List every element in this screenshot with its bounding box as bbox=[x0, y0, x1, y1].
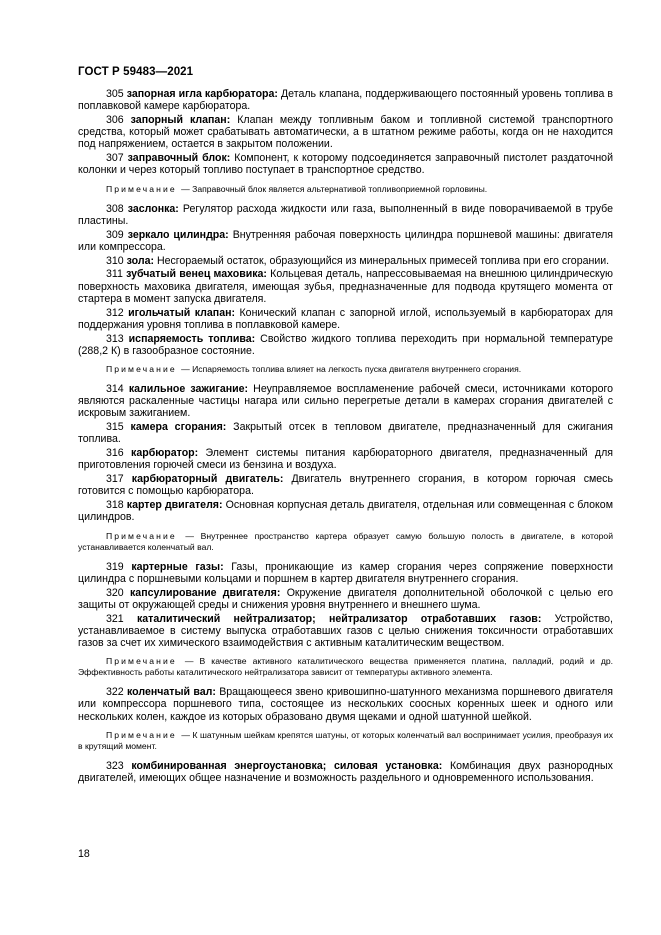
entry-number: 306 bbox=[106, 114, 124, 126]
note-label: Примечание bbox=[106, 729, 177, 740]
entry-definition: Окружение двигателя дополнительной оболочкой с целью его защиты от окружающей среды и снижения уровня внутреннего и внешнего шума. bbox=[78, 586, 613, 611]
entry-term: испаряемость топлива: bbox=[128, 332, 256, 345]
term-entry bbox=[78, 88, 613, 112]
entry-term: комбинированная энергоустановка; силовая установка: bbox=[131, 759, 443, 772]
term-entry bbox=[78, 473, 613, 497]
entry-number: 313 bbox=[106, 332, 124, 345]
entry-definition: Элемент системы питания карбюраторного двигателя, предназначенный для приготовления горючей смеси из бензина и воздуха. bbox=[78, 447, 613, 472]
entry-term: зубчатый венец маховика: bbox=[126, 268, 267, 281]
term-entry bbox=[78, 587, 613, 611]
entry-number: 317 bbox=[106, 473, 124, 486]
document-body bbox=[78, 88, 613, 786]
entry-term: каталитический нейтрализатор; нейтрализатор отработавших газов: bbox=[136, 612, 542, 625]
entry-definition: Газы, проникающие из камер сгорания через сопряжение поверхности цилиндра с поршневыми кольцами и поршнем в картер двигателя внутреннего сгорания. bbox=[78, 560, 614, 585]
entry-number: 309 bbox=[106, 228, 124, 241]
entry-definition: Несгораемый остаток, образующийся из минеральных примесей топлива при его сгорании. bbox=[156, 254, 610, 267]
entry-definition: Устройство, устанавливаемое в систему выпуска отработавших газов с целью снижения токсичности отработавших газов за счет их химического взаимодействия с активным каталитическим веществом. bbox=[78, 612, 613, 650]
entry-term: капсулирование двигателя: bbox=[130, 586, 281, 599]
entry-definition: Конический клапан с запорной иглой, используемый в карбюраторах для поддержания уровня топлива в поплавковой камере. bbox=[78, 306, 613, 331]
entry-term: калильное зажигание: bbox=[128, 383, 249, 396]
note bbox=[78, 656, 613, 678]
term-entry bbox=[78, 447, 613, 471]
term-entry bbox=[78, 152, 613, 176]
term-entry bbox=[78, 499, 613, 523]
entry-number: 307 bbox=[106, 152, 124, 165]
entry-definition: Двигатель внутреннего сгорания, в котором горючая смесь готовится с помощью карбюратора. bbox=[78, 473, 613, 498]
entry-number: 320 bbox=[106, 586, 124, 599]
note-label: Примечание bbox=[106, 364, 177, 375]
term-entry bbox=[78, 255, 613, 267]
note-text: — В качестве активного каталитического вещества применяется платина, палладий, родий и др. Эффективность работы каталитического нейтрализатора зависит от температуры активного элемента. bbox=[78, 656, 614, 678]
entry-term: камера сгорания: bbox=[130, 421, 227, 434]
term-entry bbox=[78, 203, 613, 227]
entry-number: 308 bbox=[106, 202, 124, 215]
entry-term: игольчатый клапан: bbox=[128, 306, 236, 319]
term-entry bbox=[78, 760, 613, 784]
note-label: Примечание bbox=[106, 183, 177, 194]
note-text: — К шатунным шейкам крепятся шатуны, от которых коленчатый вал воспринимает усилия, преобразуя их в крутящий момент. bbox=[78, 729, 613, 751]
entry-definition: Основная корпусная деталь двигателя, отдельная или совмещенная с блоком цилиндров. bbox=[78, 499, 613, 524]
entry-number: 318 bbox=[106, 499, 124, 512]
entry-number: 321 bbox=[106, 612, 124, 625]
note bbox=[78, 531, 613, 553]
term-entry bbox=[78, 307, 613, 331]
document-header: ГОСТ Р 59483—2021 bbox=[78, 66, 194, 78]
entry-number: 323 bbox=[106, 759, 124, 772]
entry-term: зола: bbox=[126, 254, 154, 267]
entry-definition: Компонент, к которому подсоединяется заправочный пистолет раздаточной колонки и через который топливо поступает в транспортное средство. bbox=[78, 152, 613, 177]
note-label: Примечание bbox=[106, 530, 177, 541]
note-label: Примечание bbox=[106, 656, 177, 667]
entry-definition: Деталь клапана, поддерживающего постоянный уровень топлива в поплавковой камере карбюратора. bbox=[78, 88, 614, 113]
term-entry bbox=[78, 383, 613, 420]
entry-term: запорный клапан: bbox=[130, 114, 231, 126]
entry-number: 315 bbox=[106, 421, 124, 434]
note-text: — Внутреннее пространство картера образует самую большую полость в двигателе, в которой устанавливается коленчатый вал. bbox=[78, 530, 613, 552]
entry-term: картер двигателя: bbox=[126, 499, 223, 512]
term-entry bbox=[78, 333, 613, 357]
entry-definition: Комбинация двух разнородных двигателей, имеющих общее назначение и возможность раздельного и одновременного использования. bbox=[78, 759, 613, 785]
entry-definition: Внутренняя рабочая поверхность цилиндра поршневой машины: двигателя или компрессора. bbox=[78, 228, 613, 253]
entry-number: 314 bbox=[106, 383, 124, 396]
entry-term: картерные газы: bbox=[131, 560, 224, 573]
entry-definition: Закрытый отсек в тепловом двигателе, предназначенный для сжигания топлива. bbox=[78, 421, 613, 446]
entry-definition: Регулятор расхода жидкости или газа, выполненный в виде поворачиваемой в трубе пластины. bbox=[78, 202, 613, 227]
entry-number: 316 bbox=[106, 447, 124, 460]
entry-term: зеркало цилиндра: bbox=[127, 228, 229, 241]
entry-number: 322 bbox=[106, 686, 124, 699]
entry-term: карбюраторный двигатель: bbox=[131, 473, 284, 486]
entry-definition: Кольцевая деталь, напрессовываемая на внешнюю цилиндрическую поверхность маховика двигателя, имеющая зубья, предназначенные для подвода крутящего момента от стартера в момент запуска двигателя. bbox=[78, 268, 613, 305]
entry-term: коленчатый вал: bbox=[127, 686, 216, 699]
entry-number: 311 bbox=[106, 268, 123, 281]
entry-term: запорная игла карбюратора: bbox=[126, 88, 278, 100]
term-entry bbox=[78, 561, 613, 585]
note-text: — Заправочный блок является альтернативой топливоприемной горловины. bbox=[181, 183, 488, 194]
entry-definition: Клапан между топливным баком и топливной системой транспортного средства, который может срабатывать автоматически, а в штатном режиме работы, когда он не находится под напряжением, остается в закрытом положении. bbox=[78, 114, 613, 151]
entry-number: 312 bbox=[106, 306, 124, 319]
entry-definition: Вращающееся звено кривошипно-шатунного механизма поршневого двигателя или компрессора поршневого типа, состоящее из нескольких соосных коренных шеек и одного или нескольких колен, каждое из которых образовано двумя щеками и одной шатунной шейкой. bbox=[78, 686, 614, 723]
note bbox=[78, 184, 613, 195]
entry-number: 305 bbox=[106, 88, 124, 100]
entry-definition: Свойство жидкого топлива переходить при нормальной температуре (288,2 К) в газообразное состояние. bbox=[78, 332, 613, 357]
term-entry bbox=[78, 268, 613, 305]
entry-number: 319 bbox=[106, 560, 124, 573]
term-entry bbox=[78, 229, 613, 253]
term-entry bbox=[78, 114, 613, 151]
term-entry bbox=[78, 686, 613, 723]
note bbox=[78, 364, 613, 375]
entry-term: заправочный блок: bbox=[127, 152, 231, 165]
note bbox=[78, 730, 613, 752]
entry-term: заслонка: bbox=[127, 202, 179, 215]
term-entry bbox=[78, 421, 613, 445]
entry-term: карбюратор: bbox=[131, 447, 199, 460]
entry-number: 310 bbox=[106, 254, 124, 267]
page-number: 18 bbox=[78, 848, 90, 860]
entry-definition: Неуправляемое воспламенение рабочей смеси, источниками которого являются раскаленные частицы нагара или сильно перегретые детали в камерах сгорания двигателей с искровым зажиганием. bbox=[78, 383, 613, 420]
term-entry bbox=[78, 613, 613, 650]
note-text: — Испаряемость топлива влияет на легкость пуска двигателя внутреннего сгорания. bbox=[181, 364, 522, 375]
